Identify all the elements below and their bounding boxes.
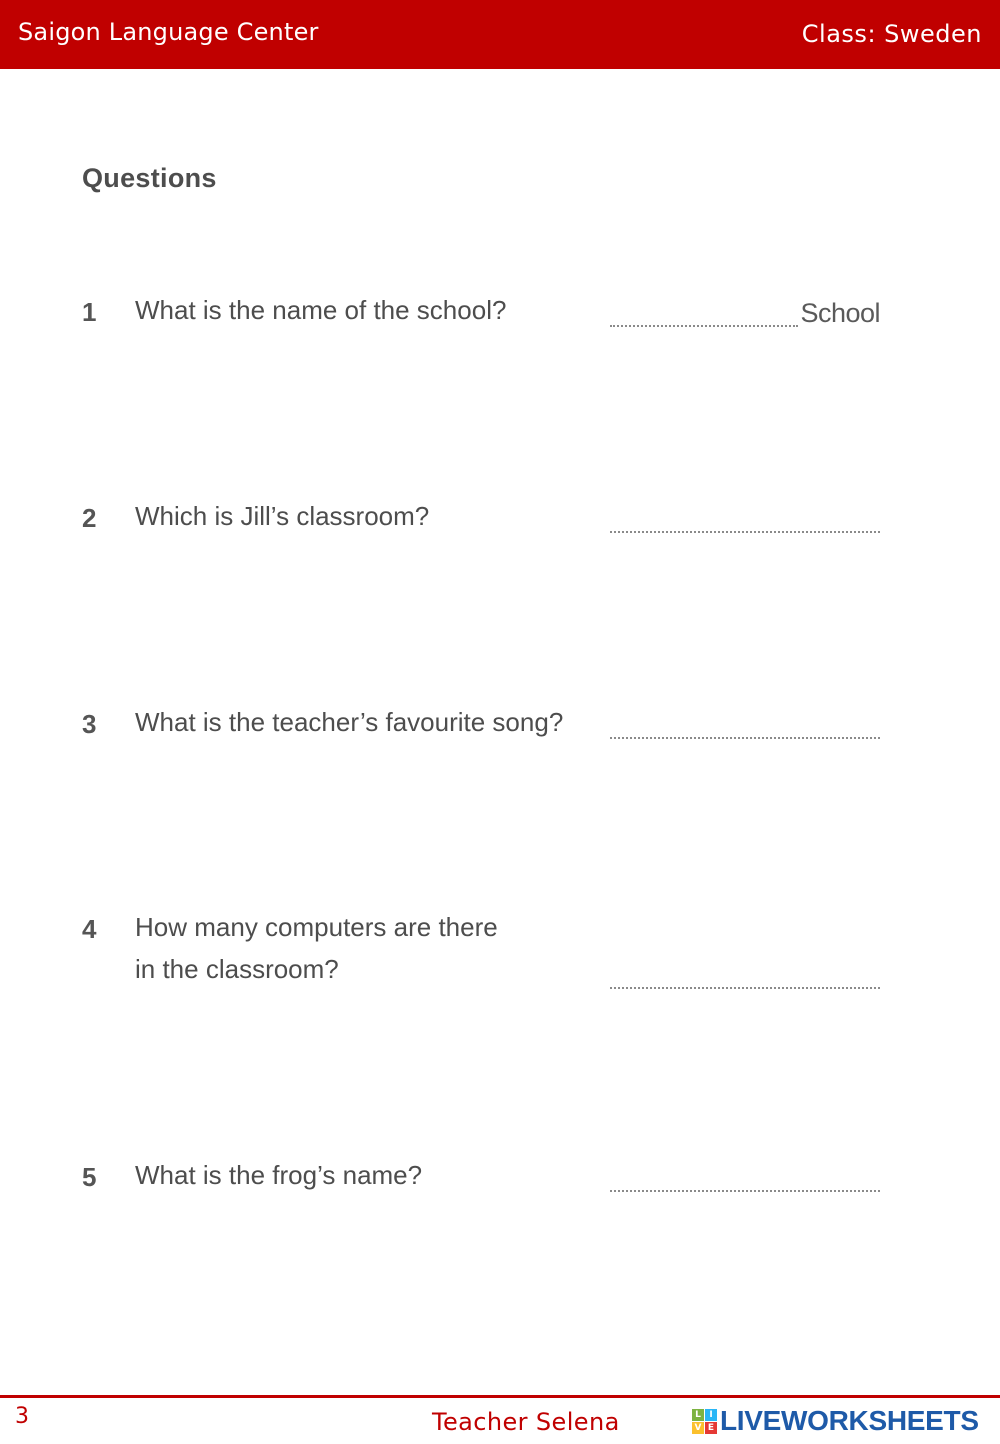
worksheet-image — [0, 69, 1000, 1395]
logo-mark-letter: V — [692, 1422, 704, 1434]
answer-dotted-line — [610, 325, 798, 327]
answer-value: School — [800, 298, 880, 328]
answer-field[interactable] — [610, 297, 880, 327]
question-text — [135, 701, 563, 743]
question-number: 2 — [82, 503, 97, 533]
answer-field[interactable] — [610, 709, 880, 739]
teacher-name: Teacher Selena — [432, 1408, 620, 1436]
answer-dotted-line — [610, 987, 880, 989]
header-bar — [0, 0, 1000, 69]
liveworksheets-logo[interactable] — [692, 1406, 979, 1436]
question-text — [135, 495, 429, 537]
school-name: Saigon Language Center — [18, 18, 319, 46]
question-text — [135, 1154, 422, 1196]
question-number: 3 — [82, 709, 97, 739]
question-number: 1 — [82, 297, 97, 327]
footer-divider — [0, 1395, 1000, 1398]
answer-dotted-line — [610, 1190, 880, 1192]
question-text-line: What is the frog’s name? — [135, 1160, 423, 1190]
section-title: Questions — [82, 163, 217, 193]
logo-mark-letter: E — [705, 1422, 717, 1434]
logo-mark-letter: L — [692, 1409, 704, 1421]
logo-text: LIVEWORKSHEETS — [720, 1405, 979, 1436]
question-text — [135, 289, 506, 331]
answer-dotted-line — [610, 531, 880, 533]
question-number: 4 — [82, 914, 97, 944]
class-label: Class: Sweden — [801, 20, 982, 48]
logo-mark-letter: I — [705, 1409, 717, 1421]
question-text-line: Which is Jill’s classroom? — [135, 501, 430, 531]
answer-field[interactable] — [610, 503, 880, 533]
question-number: 5 — [82, 1162, 97, 1192]
answer-dotted-line — [610, 737, 880, 739]
question-text-line: What is the name of the school? — [135, 295, 507, 325]
liveworksheets-logo-icon — [692, 1409, 717, 1434]
question-text — [135, 906, 498, 990]
question-text-line: What is the teacher’s favourite song? — [135, 707, 564, 737]
answer-field[interactable] — [610, 1162, 880, 1192]
question-text-line: in the classroom? — [135, 954, 339, 984]
page-number: 3 — [15, 1404, 29, 1429]
question-text-line: How many computers are there — [135, 912, 498, 942]
answer-field[interactable] — [610, 959, 880, 989]
